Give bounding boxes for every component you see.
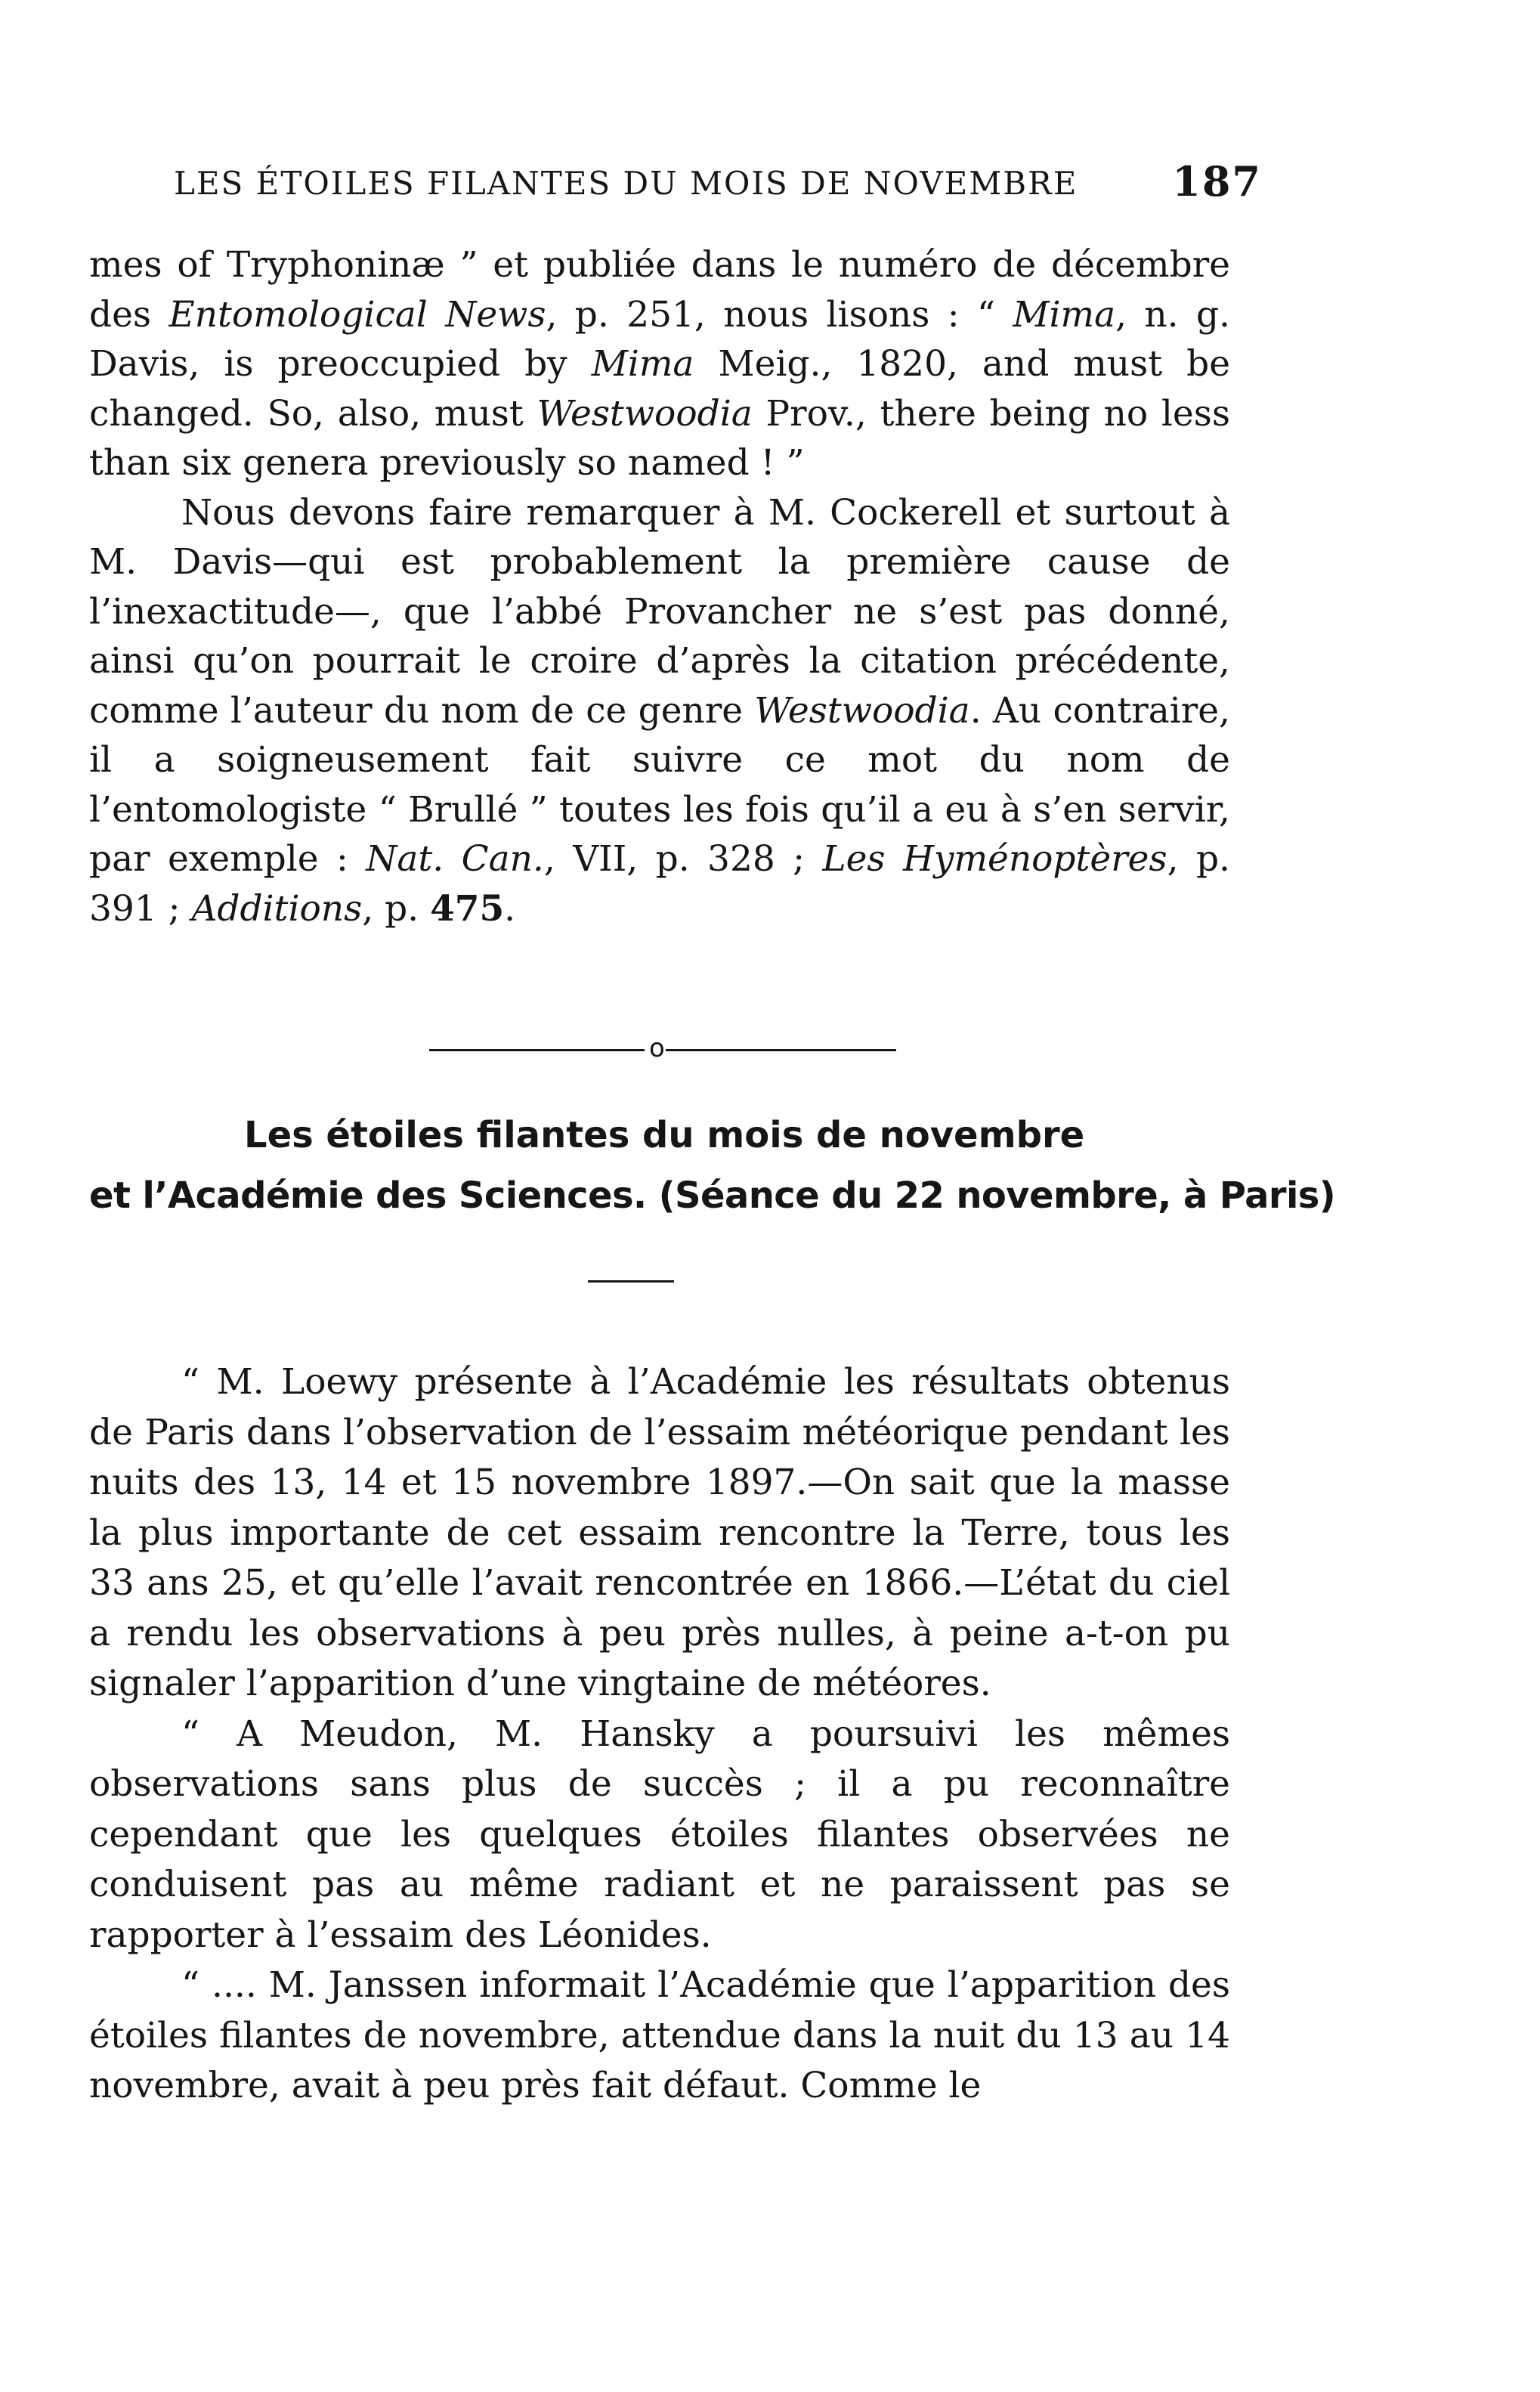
running-head-title: LES ÉTOILES FILANTES DU MOIS DE NOVEMBRE (174, 165, 1078, 202)
paragraph-loewy: “ M. Loewy présente à l’Académie les résultats obtenus de Paris dans l’observation de l’essaim météorique pendant les nuits des 13, 14 et 15 novembre 1897.—On sait que la masse la plus importante de cet essaim rencontre la Terre, tous les 33 ans 25, et qu’elle l’avait rencontrée en 1866.—L’état du ciel a rendu les observations à peu près nulles, à peine a-t-on pu signaler l’apparition d’une vingtaine de météores. (89, 1361, 1230, 1704)
italic-reference: Additions (191, 887, 363, 930)
divider-line-right (666, 1049, 896, 1051)
running-head (174, 157, 1262, 206)
heading-rule (588, 1280, 674, 1283)
italic-genus: Westwoodia (537, 392, 753, 435)
bold-page-number: 475 (430, 887, 505, 930)
body-text-continuation (89, 240, 1230, 933)
paragraph-meudon: “ A Meudon, M. Hansky a poursuivi les mêmes observations sans plus de succès ; il a pu reconnaître cependant que les quelques étoiles filantes observées ne conduisent pas au même radiant et ne paraissent pas se rapporter à l’essaim des Léonides. (89, 1713, 1230, 1956)
italic-title: Entomological News (169, 293, 546, 336)
article-body (89, 1357, 1230, 2112)
section-divider (429, 1033, 896, 1063)
divider-line-left (429, 1049, 645, 1051)
italic-reference: Nat. Can. (366, 838, 544, 880)
heading-line-1: Les étoiles filantes du mois de novembre (244, 1114, 1085, 1156)
page-number: 187 (1172, 157, 1262, 206)
italic-genus: Mima (591, 343, 694, 385)
italic-genus: Westwoodia (754, 689, 970, 732)
paragraph-quotation: mes of Tryphoninæ ” et publiée dans le numéro de décembre des Entomological News, p. 251, nous lisons : “ Mima, n. g. Davis, is preoccupied by Mima Meig., 1820, and must be changed. So, also, must Westwoodia Prov., there being no less than six genera previously so named ! ” (89, 244, 1231, 484)
italic-reference: Les Hyménoptères (822, 838, 1167, 880)
heading-line-2: et l’Académie des Sciences. (Séance du 22 novembre, à Paris) (89, 1174, 1336, 1217)
italic-genus: Mima (1013, 293, 1116, 336)
paragraph-remark: Nous devons faire remarquer à M. Cockerell et surtout à M. Davis—qui est probablement la première cause de l’inexactitude—, que l’abbé Provancher ne s’est pas donné, ainsi qu’on pourrait le croire d’après la citation précédente, comme l’auteur du nom de ce genre Westwoodia. Au contraire, il a soigneusement fait suivre ce mot du nom de l’entomologiste “ Brullé ” toutes les fois qu’il a eu à s’en servir, par exemple : Nat. Can., VII, p. 328 ; Les Hyménoptères, p. 391 ; Additions, p. 475. (89, 491, 1230, 930)
paragraph-janssen: “ .... M. Janssen informait l’Académie que l’apparition des étoiles filantes de novembre, attendue dans la nuit du 13 au 14 novembre, avait à peu près fait défaut. Comme le (89, 1964, 1230, 2106)
divider-glyph: o (649, 1033, 665, 1063)
